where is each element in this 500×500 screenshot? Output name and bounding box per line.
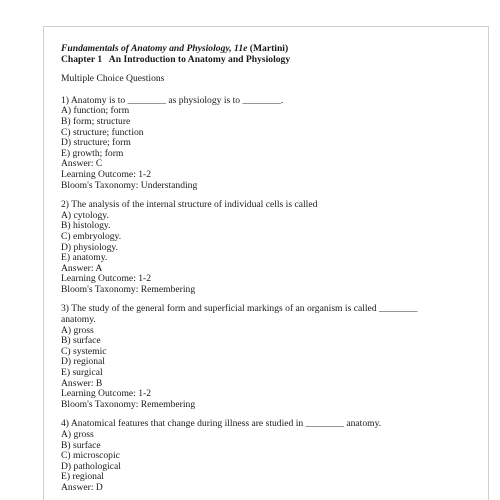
learning-outcome: Learning Outcome: 1-2 xyxy=(61,388,152,400)
chapter-title: Chapter 1 An Introduction to Anatomy and Physiology xyxy=(61,53,291,65)
question-2 xyxy=(61,200,481,295)
question-1 xyxy=(61,96,481,191)
answer: Answer: A xyxy=(61,262,103,274)
option: B) surface xyxy=(61,335,101,347)
option: E) anatomy. xyxy=(61,252,108,264)
section-title: Multiple Choice Questions xyxy=(61,73,165,85)
blooms-taxonomy: Bloom's Taxonomy: Remembering xyxy=(61,283,196,295)
question-stem: 4) Anatomical features that change during illness are studied in ________ anatomy. xyxy=(61,418,382,430)
option: A) cytology. xyxy=(61,209,109,221)
option: D) structure; form xyxy=(61,137,131,149)
question-stem: 3) The study of the general form and superficial markings of an organism is called ________ anatomy. xyxy=(61,303,418,326)
option: E) surgical xyxy=(61,367,103,379)
learning-outcome: Learning Outcome: 1-2 xyxy=(61,168,152,180)
option: D) physiology. xyxy=(61,241,118,253)
option: B) surface xyxy=(61,439,101,451)
option: C) embryology. xyxy=(61,230,122,242)
option: C) structure; function xyxy=(61,126,144,138)
option: A) gross xyxy=(61,324,94,336)
option: B) histology. xyxy=(61,220,111,232)
book-author: (Martini) xyxy=(249,43,289,54)
option: A) function; form xyxy=(61,105,130,117)
blooms-taxonomy: Bloom's Taxonomy: Remembering xyxy=(61,398,196,410)
book-title-line xyxy=(61,44,481,55)
option: E) growth; form xyxy=(61,147,124,159)
option: E) regional xyxy=(61,471,104,483)
question-3 xyxy=(61,304,481,410)
option: B) form; structure xyxy=(61,115,131,127)
option: A) gross xyxy=(61,429,94,440)
question-4 xyxy=(61,419,481,493)
question-stem: 2) The analysis of the internal structure of individual cells is called xyxy=(61,199,318,211)
option: C) systemic xyxy=(61,345,107,357)
option: C) microscopic xyxy=(61,450,120,462)
answer: Answer: C xyxy=(61,158,103,170)
learning-outcome: Learning Outcome: 1-2 xyxy=(61,273,152,285)
book-title: Fundamentals of Anatomy and Physiology, 11e xyxy=(61,43,248,54)
question-stem: 1) Anatomy is to ________ as physiology is to ________. xyxy=(61,94,284,106)
document-content xyxy=(61,44,481,500)
blooms-taxonomy: Bloom's Taxonomy: Understanding xyxy=(61,179,198,191)
answer: Answer: B xyxy=(61,377,103,389)
option: D) pathological xyxy=(61,460,121,472)
option: D) regional xyxy=(61,356,105,368)
answer: Answer: D xyxy=(61,481,103,493)
